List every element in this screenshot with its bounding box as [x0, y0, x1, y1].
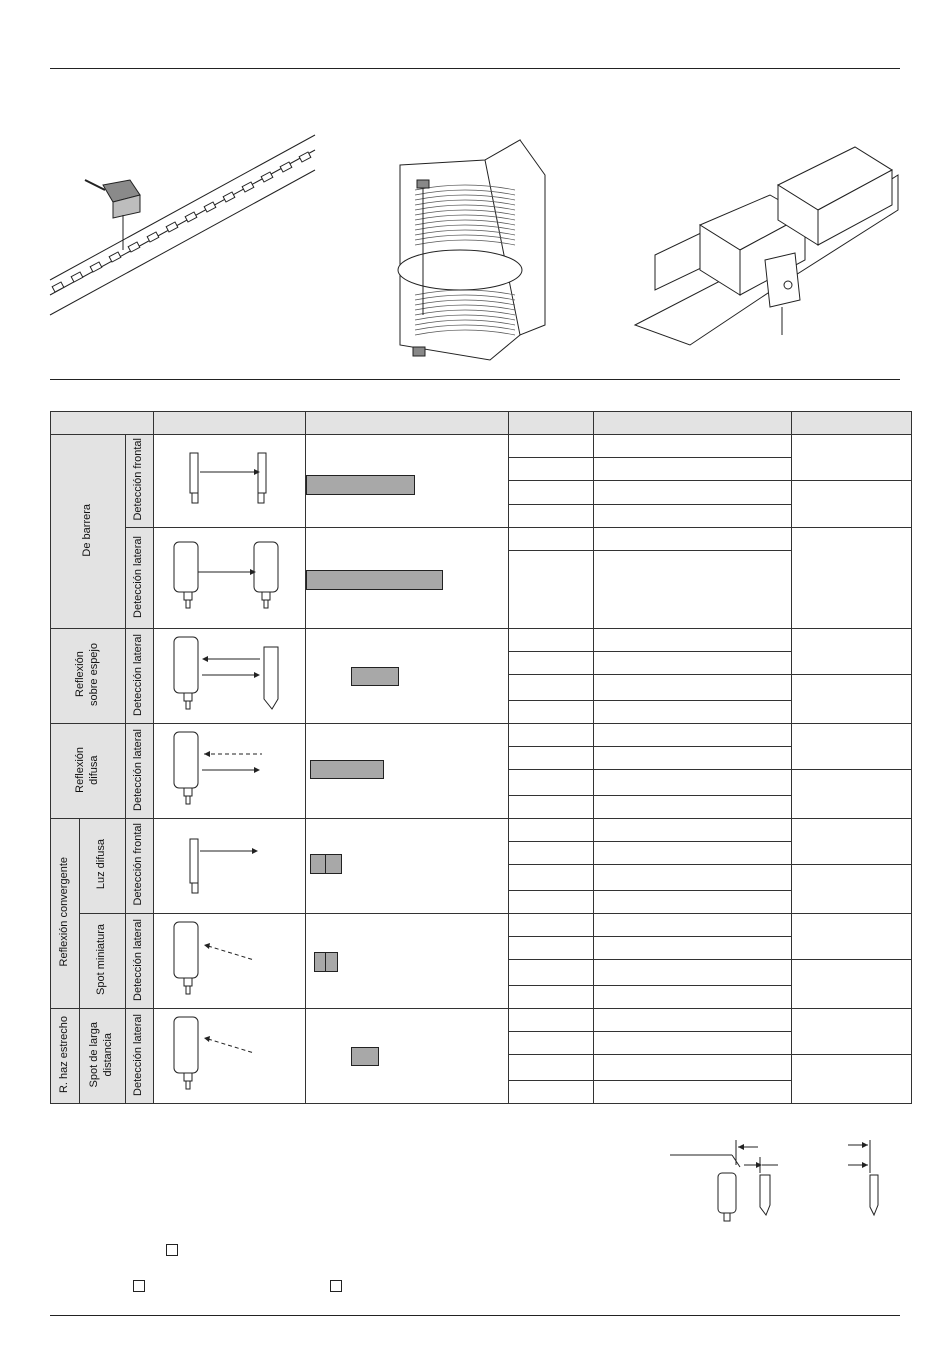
subgroup-spot-larga: Spot de larga distancia: [79, 1009, 125, 1104]
model-cell: [306, 914, 509, 1009]
model-cell: [306, 528, 509, 629]
orientation-side: Detección lateral: [125, 914, 154, 1009]
dimension-diagram: [670, 1135, 900, 1235]
model-box: [351, 1047, 379, 1066]
luz-difusa-diagram: [154, 819, 306, 914]
model-box: [306, 570, 443, 590]
orientation-front: Detección frontal: [125, 435, 154, 528]
spot-miniatura-diagram: [154, 914, 306, 1009]
section-rule: [50, 379, 900, 380]
model-box: [351, 667, 399, 686]
group-convergent: Reflexión convergente: [51, 819, 80, 1009]
orientation-side: Detección lateral: [125, 724, 154, 819]
model-cell: [306, 1009, 509, 1104]
model-box: [306, 475, 415, 495]
orientation-side: Detección lateral: [125, 629, 154, 724]
model-box: [310, 760, 384, 779]
chip-rail-illustration: [45, 130, 320, 320]
orientation-side: Detección lateral: [125, 1009, 154, 1104]
diffuse-reflex-diagram: [154, 724, 306, 819]
group-narrow-beam: R. haz estrecho: [51, 1009, 80, 1104]
conveyor-boxes-illustration: [630, 135, 902, 355]
model-cell: [306, 435, 509, 528]
group-thru-beam: De barrera: [51, 435, 126, 629]
checkbox-icon: [166, 1244, 178, 1256]
bottom-rule: [50, 1315, 900, 1316]
top-rule: [50, 68, 900, 69]
mirror-reflex-diagram: [154, 629, 306, 724]
thru-beam-side-diagram: [154, 528, 306, 629]
thru-beam-front-diagram: [154, 435, 306, 528]
subgroup-luz-difusa: Luz difusa: [79, 819, 125, 914]
group-mirror: Reflexión sobre espejo: [51, 629, 126, 724]
checkbox-icon: [133, 1280, 145, 1292]
checkbox-icon: [330, 1280, 342, 1292]
subgroup-spot-miniatura: Spot miniatura: [79, 914, 125, 1009]
orientation-front: Detección frontal: [125, 819, 154, 914]
model-box: [325, 952, 338, 972]
model-box: [325, 854, 342, 874]
sensor-spec-table: [50, 411, 912, 1104]
model-cell: [306, 819, 509, 914]
model-cell: [306, 629, 509, 724]
orientation-side: Detección lateral: [125, 528, 154, 629]
coil-stack-illustration: [395, 135, 560, 370]
table-header-row: [51, 412, 912, 435]
model-cell: [306, 724, 509, 819]
group-diffuse: Reflexión difusa: [51, 724, 126, 819]
spot-larga-diagram: [154, 1009, 306, 1104]
